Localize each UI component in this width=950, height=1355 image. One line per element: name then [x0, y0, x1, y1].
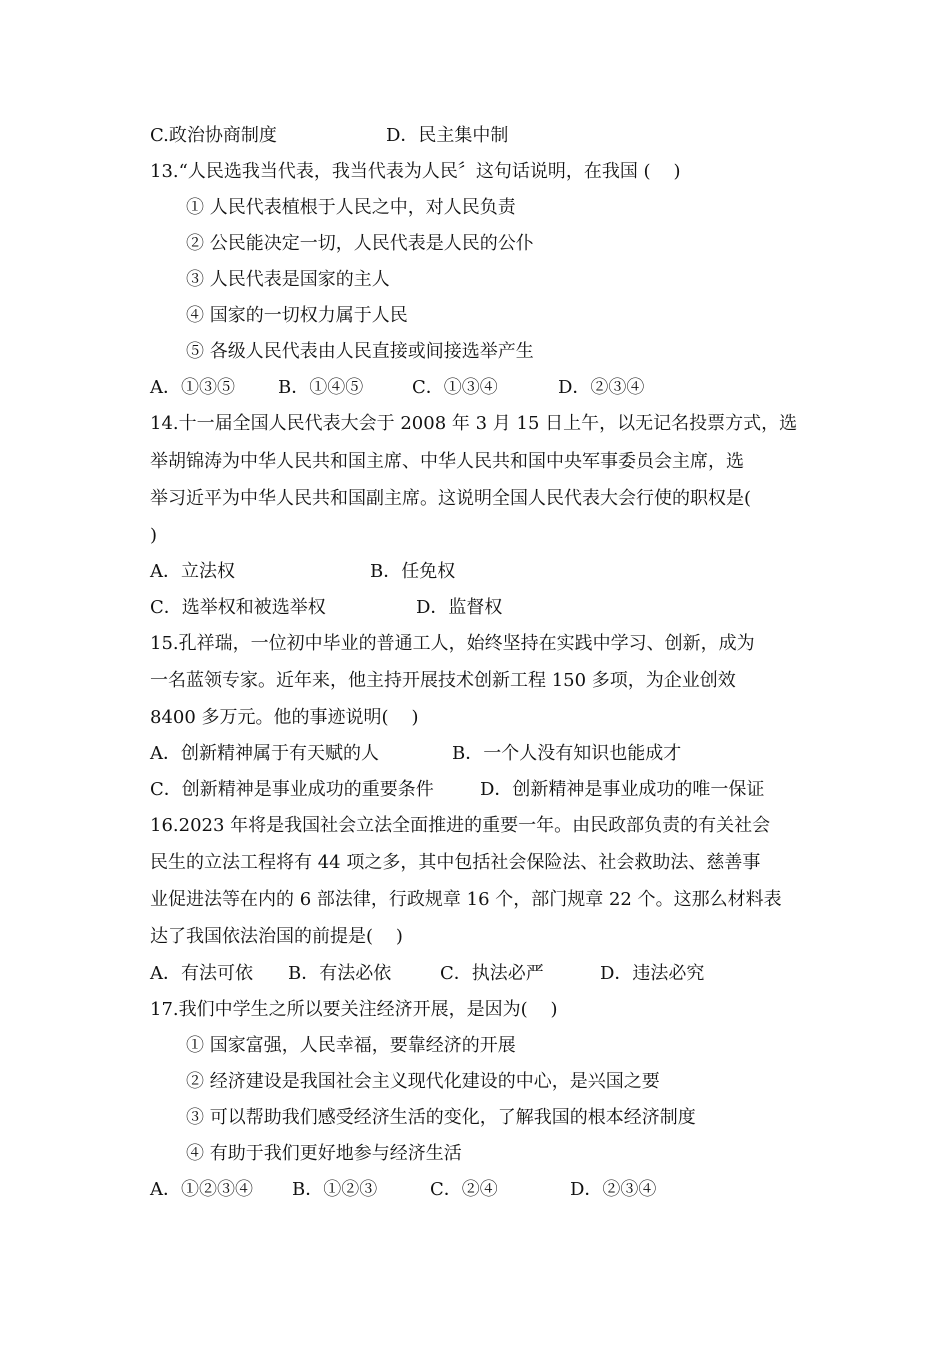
q17-option-d: D．②③④: [570, 1179, 657, 1200]
q17-option-a: A．①②③④: [150, 1179, 253, 1200]
q13-item-5: ⑤ 各级人民代表由人民直接或间接选举产生: [186, 341, 534, 362]
q17-item-3: ③ 可以帮助我们感受经济生活的变化，了解我国的根本经济制度: [186, 1107, 696, 1128]
q15-options-row-2: [150, 775, 765, 805]
q13-item-2: ② 公民能决定一切，人民代表是人民的公仆: [186, 233, 534, 254]
q14-option-d: D．监督权: [416, 597, 503, 618]
q13-option-a: A．①③⑤: [150, 377, 235, 398]
q17-item-4: ④ 有助于我们更好地参与经济生活: [186, 1143, 462, 1164]
q16-stem-line-2: 民生的立法工程将有 44 项之多，其中包括社会保险法、社会救助法、慈善事: [150, 852, 761, 873]
q15-option-d: D．创新精神是事业成功的唯一保证: [480, 779, 765, 800]
q14-option-a: A．立法权: [150, 561, 235, 582]
q13-option-d: D．②③④: [558, 377, 645, 398]
q14-stem-line-1: 14.十一届全国人民代表大会于 2008 年 3 月 15 日上午，以无记名投票方式，选: [150, 413, 798, 434]
q12-options: [150, 121, 509, 151]
q16-stem-line-4: 达了我国依法治国的前提是( ): [150, 926, 403, 947]
q13-option-b: B．①④⑤: [278, 377, 364, 398]
q16-option-d: D．违法必究: [600, 963, 705, 984]
q15-options-row-1: [150, 739, 682, 769]
q15-stem-line-3: 8400 多万元。他的事迹说明( ): [150, 707, 419, 728]
q17-item-2: ② 经济建设是我国社会主义现代化建设的中心，是兴国之要: [186, 1071, 660, 1092]
q17-item-1: ① 国家富强，人民幸福，要靠经济的开展: [186, 1035, 516, 1056]
q16-option-a: A．有法可依: [150, 963, 253, 984]
q14-options-row-1: [150, 557, 456, 587]
q17-option-b: B．①②③: [292, 1179, 378, 1200]
q13-item-3: ③ 人民代表是国家的主人: [186, 269, 390, 290]
q16-option-c: C．执法必严: [440, 963, 544, 984]
q16-stem-line-1: 16.2023 年将是我国社会立法全面推进的重要一年。由民政部负责的有关社会: [150, 815, 771, 836]
q15-stem-line-2: 一名蓝领专家。近年来，他主持开展技术创新工程 150 多项，为企业创效: [150, 670, 736, 691]
q15-stem-line-1: 15.孔祥瑞，一位初中毕业的普通工人，始终坚持在实践中学习、创新，成为: [150, 633, 755, 654]
q14-stem-line-2: 举胡锦涛为中华人民共和国主席、中华人民共和国中央军事委员会主席，选: [150, 451, 744, 472]
q13-options: [150, 373, 645, 403]
q13-item-1: ① 人民代表植根于人民之中，对人民负责: [186, 197, 516, 218]
q17-option-c: C．②④: [430, 1179, 498, 1200]
q16-option-b: B．有法必依: [288, 963, 392, 984]
q13-stem: 13.“人民选我当代表，我当代表为人民〞这句话说明，在我国 ( ): [150, 161, 681, 182]
q17-options: [150, 1175, 657, 1205]
q14-options-row-2: [150, 593, 503, 623]
q14-option-c: C．选举权和被选举权: [150, 597, 326, 618]
q14-stem-line-3: 举习近平为中华人民共和国副主席。这说明全国人民代表大会行使的职权是(: [150, 488, 752, 509]
q16-options: [150, 959, 705, 989]
q15-option-a: A．创新精神属于有天赋的人: [150, 743, 379, 764]
q14-option-b: B．任免权: [370, 561, 456, 582]
q14-stem-line-4: ): [150, 525, 158, 546]
q13-option-c: C．①③④: [412, 377, 498, 398]
q12-option-c: C.政治协商制度: [150, 125, 277, 146]
q15-option-b: B．一个人没有知识也能成才: [452, 743, 682, 764]
q12-option-d: D．民主集中制: [386, 125, 509, 146]
q17-stem: 17.我们中学生之所以要关注经济开展，是因为( ): [150, 999, 558, 1020]
q16-stem-line-3: 业促进法等在内的 6 部法律，行政规章 16 个，部门规章 22 个。这那么材料表: [150, 889, 782, 910]
q13-item-4: ④ 国家的一切权力属于人民: [186, 305, 408, 326]
q15-option-c: C．创新精神是事业成功的重要条件: [150, 779, 434, 800]
